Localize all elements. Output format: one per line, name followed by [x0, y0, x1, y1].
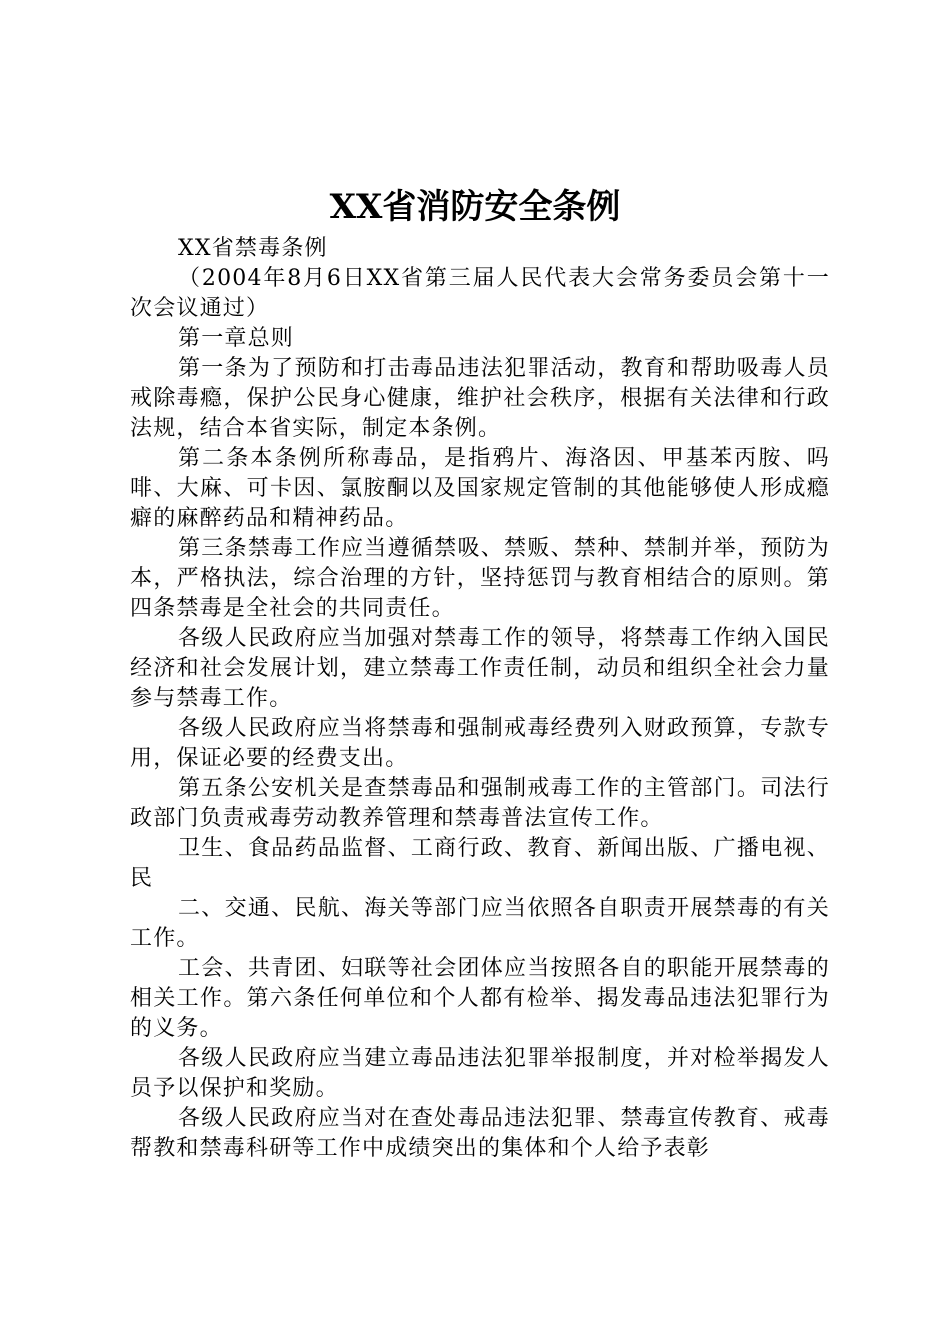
paragraph: 各级人民政府应当对在查处毒品违法犯罪、禁毒宣传教育、戒毒帮教和禁毒科研等工作中成绩突出的集体和个人给予表彰 [130, 1106, 830, 1161]
paragraph: 工会、共青团、妇联等社会团体应当按照各自的职能开展禁毒的相关工作。第六条任何单位和个人都有检举、揭发毒品违法犯罪行为的义务。 [130, 956, 830, 1041]
paragraph: 第一章总则 [178, 326, 295, 351]
paragraph: 第五条公安机关是查禁毒品和强制戒毒工作的主管部门。司法行政部门负责戒毒劳动教养管理和禁毒普法宣传工作。 [130, 776, 830, 831]
paragraph: 卫生、食品药品监督、工商行政、教育、新闻出版、广播电视、民 [130, 836, 830, 891]
paragraph: 第三条禁毒工作应当遵循禁吸、禁贩、禁种、禁制并举，预防为本，严格执法，综合治理的方针，坚持惩罚与教育相结合的原则。第四条禁毒是全社会的共同责任。 [130, 536, 830, 621]
paragraph: 第一条为了预防和打击毒品违法犯罪活动，教育和帮助吸毒人员戒除毒瘾，保护公民身心健康，维护社会秩序，根据有关法律和行政法规，结合本省实际，制定本条例。 [130, 356, 830, 441]
paragraph: XX省禁毒条例 [178, 236, 328, 261]
paragraph: 各级人民政府应当建立毒品违法犯罪举报制度，并对检举揭发人员予以保护和奖励。 [130, 1046, 830, 1101]
paragraph: （2004年8月6日XX省第三届人民代表大会常务委员会第十一次会议通过） [130, 266, 830, 321]
document-body [130, 234, 830, 1164]
document-title: XX省消防安全条例 [329, 187, 621, 227]
paragraph: 各级人民政府应当将禁毒和强制戒毒经费列入财政预算，专款专用，保证必要的经费支出。 [130, 716, 830, 771]
paragraph: 第二条本条例所称毒品，是指鸦片、海洛因、甲基苯丙胺、吗啡、大麻、可卡因、氯胺酮以及国家规定管制的其他能够使人形成瘾癖的麻醉药品和精神药品。 [130, 446, 830, 531]
paragraph: 各级人民政府应当加强对禁毒工作的领导，将禁毒工作纳入国民经济和社会发展计划，建立禁毒工作责任制，动员和组织全社会力量参与禁毒工作。 [130, 626, 830, 711]
paragraph: 二、交通、民航、海关等部门应当依照各自职责开展禁毒的有关工作。 [130, 896, 830, 951]
